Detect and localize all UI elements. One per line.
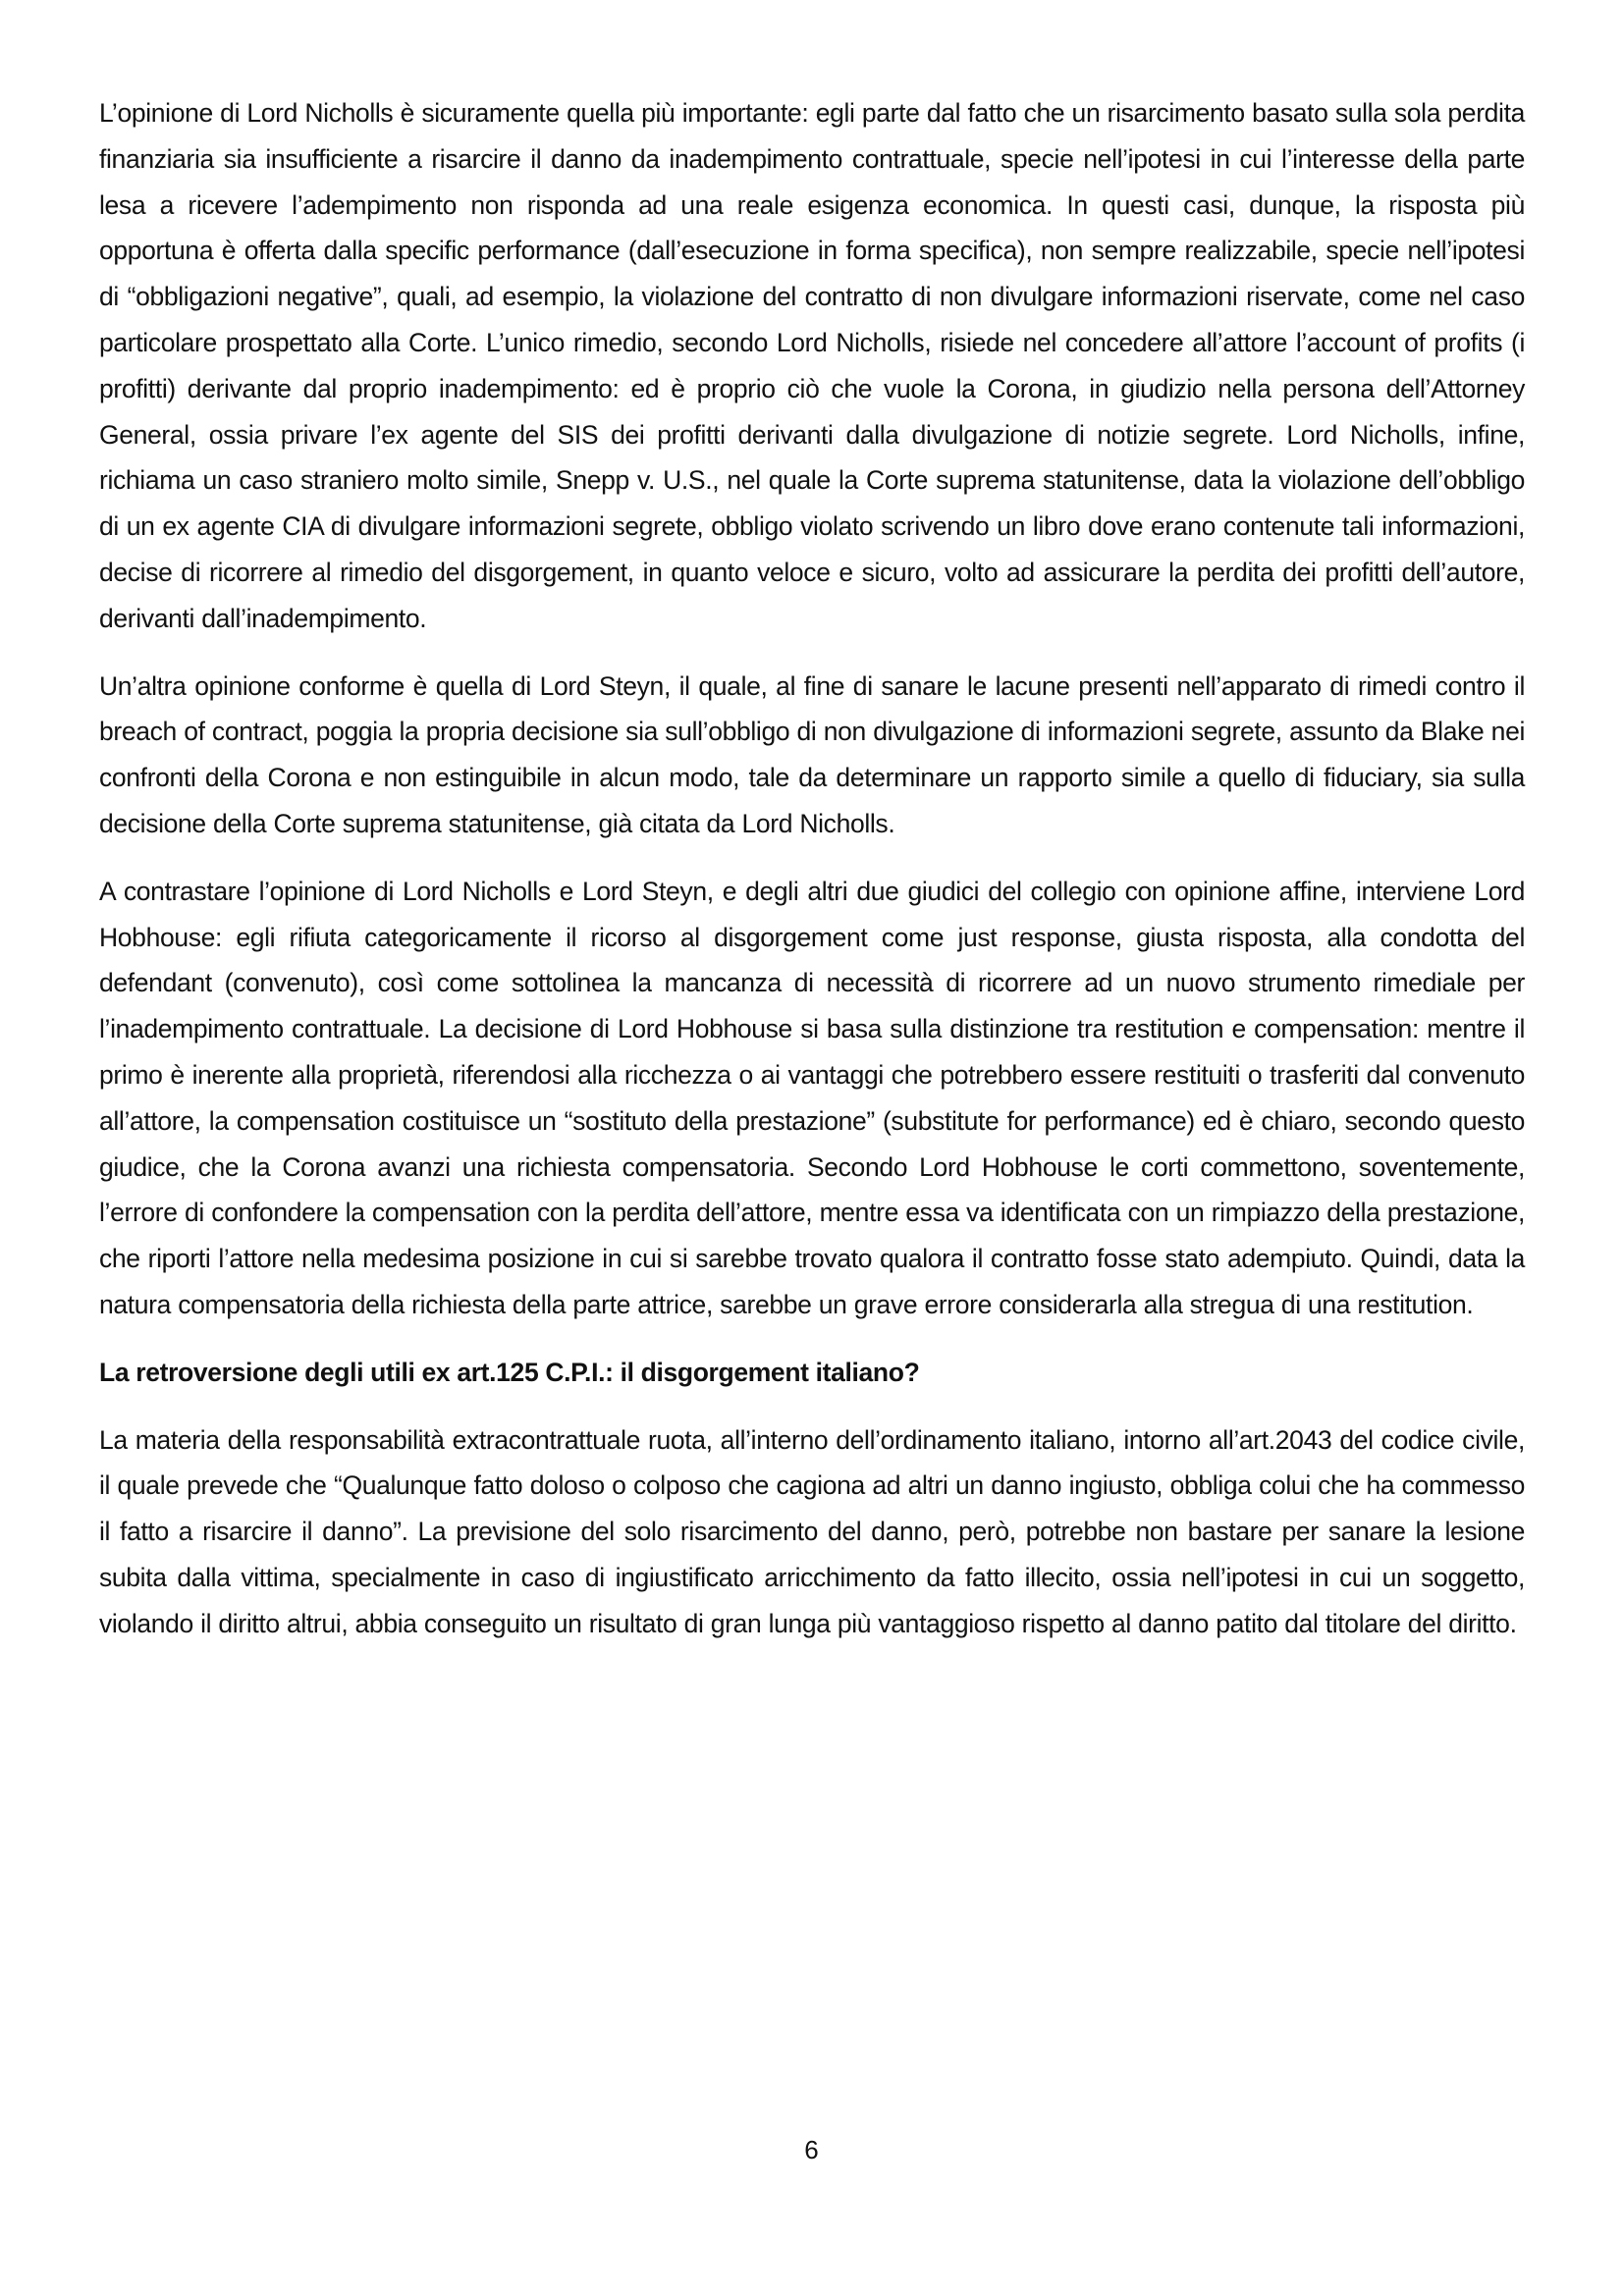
- page-number: 6: [804, 2135, 819, 2164]
- paragraph-lord-nicholls: L’opinione di Lord Nicholls è sicuramente quella più importante: egli parte dal fatto che un risarcimento basato sulla sola perdita finanziaria sia insufficiente a risarcire il danno da inadempimento contrattuale, specie nell’ipotesi in cui l’interesse della parte lesa a ricevere l’adempimento non risponda ad una reale esigenza economica. In questi casi, dunque, la risposta più opportuna è offerta dalla specific performance (dall’esecuzione in forma specifica), non sempre realizzabile, specie nell’ipotesi di “obbligazioni negative”, quali, ad esempio, la violazione del contratto di non divulgare informazioni riservate, come nel caso particolare prospettato alla Corte. L’unico rimedio, secondo Lord Nicholls, risiede nel concedere all’attore l’account of profits (i profitti) derivante dal proprio inadempimento: ed è proprio ciò che vuole la Corona, in giudizio nella persona dell’Attorney General, ossia privare l’ex agente del SIS dei profitti derivanti dalla divulgazione di notizie segrete. Lord Nicholls, infine, richiama un caso straniero molto simile, Snepp v. U.S., nel quale la Corte suprema statunitense, data la violazione dell’obbligo di un ex agente CIA di divulgare informazioni segrete, obbligo violato scrivendo un libro dove erano contenute tali informazioni, decise di ricorrere al rimedio del disgorgement, in quanto veloce e sicuro, volto ad assicurare la perdita dei profitti dell’autore, derivanti dall’inadempimento.: [99, 98, 1525, 633]
- section-heading: La retroversione degli utili ex art.125 C.P.I.: il disgorgement italiano?: [99, 1357, 920, 1387]
- document-body: [99, 90, 1525, 1669]
- paragraph-lord-hobhouse: A contrastare l’opinione di Lord Nicholls e Lord Steyn, e degli altri due giudici del collegio con opinione affine, interviene Lord Hobhouse: egli rifiuta categoricamente il ricorso al disgorgement come just response, giusta risposta, alla condotta del defendant (convenuto), così come sottolinea la mancanza di necessità di ricorrere ad un nuovo strumento rimediale per l’inadempimento contrattuale. La decisione di Lord Hobhouse si basa sulla distinzione tra restitution e compensation: mentre il primo è inerente alla proprietà, riferendosi alla ricchezza o ai vantaggi che potrebbero essere restituiti o trasferiti dal convenuto all’attore, la compensation costituisce un “sostituto della prestazione” (substitute for performance) ed è chiaro, secondo questo giudice, che la Corona avanzi una richiesta compensatoria. Secondo Lord Hobhouse le corti commettono, soventemente, l’errore di confondere la compensation con la perdita dell’attore, mentre essa va identificata con un rimpiazzo della prestazione, che riporti l’attore nella medesima posizione in cui si sarebbe trovato qualora il contratto fosse stato adempiuto. Quindi, data la natura compensatoria della richiesta della parte attrice, sarebbe un grave errore considerarla alla stregua di una restitution.: [99, 876, 1525, 1319]
- paragraph-lord-steyn: Un’altra opinione conforme è quella di Lord Steyn, il quale, al fine di sanare le lacune presenti nell’apparato di rimedi contro il breach of contract, poggia la propria decisione sia sull’obbligo di non divulgazione di informazioni segrete, assunto da Blake nei confronti della Corona e non estinguibile in alcun modo, tale da determinare un rapporto simile a quello di fiduciary, sia sulla decisione della Corte suprema statunitense, già citata da Lord Nicholls.: [99, 670, 1525, 838]
- paragraph-art-2043: La materia della responsabilità extracontrattuale ruota, all’interno dell’ordinamento italiano, intorno all’art.2043 del codice civile, il quale prevede che “Qualunque fatto doloso o colposo che cagiona ad altri un danno ingiusto, obbliga colui che ha commesso il fatto a risarcire il danno”. La previsione del solo risarcimento del danno, però, potrebbe non bastare per sanare la lesione subita dalla vittima, specialmente in caso di ingiustificato arricchimento da fatto illecito, ossia nell’ipotesi in cui un soggetto, violando il diritto altrui, abbia conseguito un risultato di gran lunga più vantaggioso rispetto al danno patito dal titolare del diritto.: [99, 1424, 1525, 1638]
